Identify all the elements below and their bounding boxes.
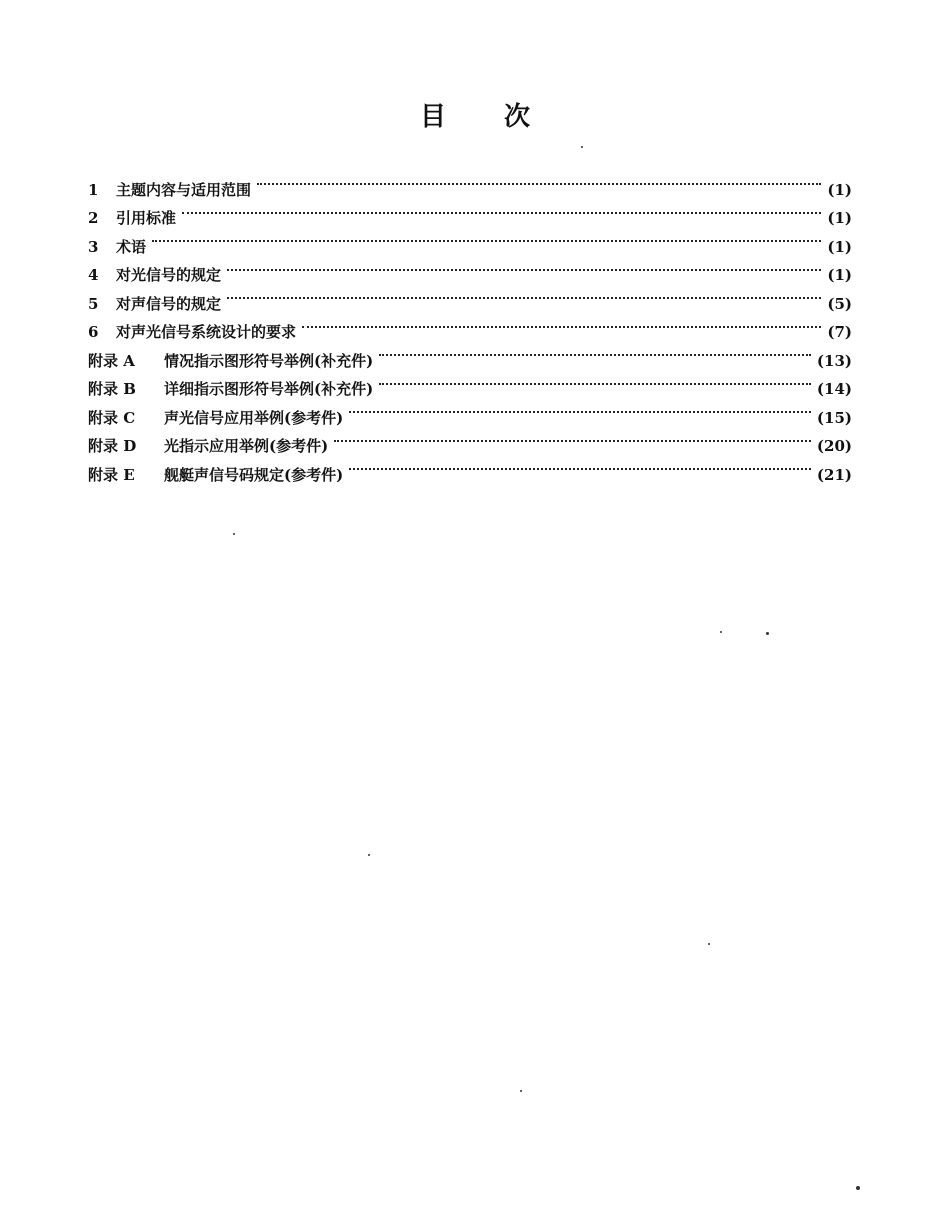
toc-entry-number: 附录 D <box>88 437 137 455</box>
toc-dot-leader <box>334 423 811 452</box>
scan-speck <box>581 146 583 148</box>
toc-entry-page: (1) <box>827 266 852 284</box>
toc-entry-page: (14) <box>816 380 852 398</box>
scan-speck <box>233 533 235 535</box>
toc-entry[interactable] <box>88 195 852 227</box>
toc-entry-page: (1) <box>827 180 852 199</box>
scan-speck <box>856 1186 860 1190</box>
toc-dot-leader <box>257 166 821 195</box>
toc-entry-page: (5) <box>827 294 852 313</box>
toc-entry-title: 声光信号应用举例(参考件) <box>164 408 344 427</box>
toc-entry-number: 附录 A <box>88 351 135 370</box>
toc-entry-number: 6 <box>88 323 99 341</box>
toc-entry[interactable] <box>88 223 852 256</box>
toc-entry-title: 详细指示图形符号举例(补充件) <box>164 380 374 398</box>
toc-dot-leader <box>302 309 821 338</box>
scan-speck <box>708 943 710 945</box>
toc-entry-number: 附录 C <box>88 408 136 427</box>
toc-entry-title: 舰艇声信号码规定(参考件) <box>164 465 344 484</box>
toc-entry-number: 4 <box>88 266 99 284</box>
toc-dot-leader <box>349 451 811 480</box>
toc-entry-title: 引用标准 <box>116 209 177 227</box>
toc-entry-page: (21) <box>816 465 852 484</box>
toc-entry-title: 光指示应用举例(参考件) <box>164 437 329 455</box>
toc-entry-page: (13) <box>816 351 852 370</box>
toc-entry-title: 术语 <box>116 237 147 256</box>
page-title <box>0 96 950 133</box>
toc-entry-number: 1 <box>88 180 99 199</box>
title-char-2: 次 <box>504 102 531 132</box>
toc-entry-page: (20) <box>816 437 852 455</box>
toc-entry-title: 主题内容与适用范围 <box>116 180 252 199</box>
toc-entry-number: 5 <box>88 294 99 313</box>
scan-speck <box>368 854 370 856</box>
toc-entry-page: (15) <box>816 408 852 427</box>
scan-speck <box>720 631 722 633</box>
toc-entry-page: (1) <box>827 237 852 256</box>
toc-dot-leader <box>227 280 821 309</box>
toc-entry-title: 对声光信号系统设计的要求 <box>116 323 297 341</box>
toc-dot-leader <box>152 223 821 252</box>
toc-dot-leader <box>227 252 821 281</box>
table-of-contents <box>88 166 852 484</box>
toc-dot-leader <box>182 195 821 224</box>
toc-entry-title: 对光信号的规定 <box>116 266 222 284</box>
toc-dot-leader <box>379 337 811 366</box>
toc-entry-number: 2 <box>88 209 99 227</box>
toc-entry-page: (7) <box>827 323 852 341</box>
scan-speck <box>766 632 769 635</box>
toc-entry[interactable] <box>88 166 852 199</box>
toc-entry-number: 3 <box>88 237 99 256</box>
toc-entry-number: 附录 E <box>88 465 135 484</box>
toc-dot-leader <box>379 366 811 395</box>
scan-speck <box>520 1090 522 1092</box>
toc-entry-title: 对声信号的规定 <box>116 294 222 313</box>
toc-entry-number: 附录 B <box>88 380 136 398</box>
toc-entry-page: (1) <box>827 209 852 227</box>
toc-dot-leader <box>349 394 811 423</box>
toc-entry[interactable] <box>88 252 852 284</box>
toc-entry-title: 情况指示图形符号举例(补充件) <box>164 351 374 370</box>
title-char-1: 目 <box>419 102 446 132</box>
